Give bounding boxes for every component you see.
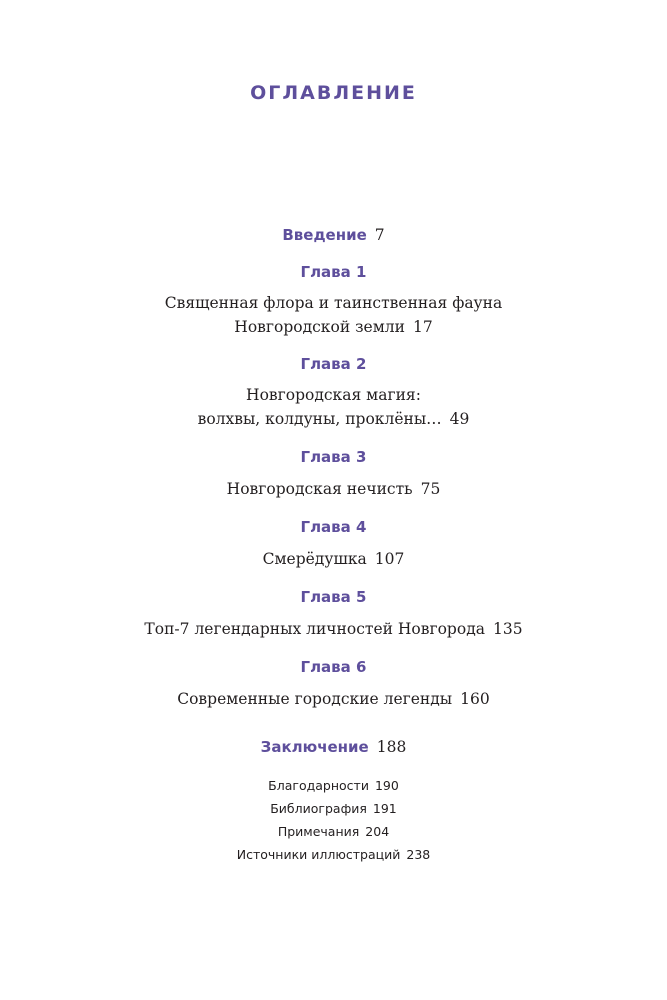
- conclusion-label: Заключение: [260, 738, 369, 756]
- chapter-6-title-row: [0, 690, 667, 709]
- intro-page: 7: [374, 226, 385, 244]
- appendix-entry-acknowledgements: [0, 778, 667, 793]
- chapter-3-page: 75: [420, 480, 441, 498]
- chapter-6-title: Современные городские легенды: [177, 690, 453, 708]
- appendix-3-page: 204: [365, 824, 390, 839]
- chapter-2-title-line-1: Новгородская магия:: [246, 386, 421, 404]
- chapter-3-title: Новгородская нечисть: [226, 480, 413, 498]
- chapter-2-title-line-2-row: [0, 410, 667, 429]
- appendix-1-page: 190: [374, 778, 399, 793]
- chapter-6-page: 160: [460, 690, 490, 708]
- appendix-entry-illustration-sources: [0, 847, 667, 862]
- chapter-5-title: Топ-7 легендарных личностей Новгорода: [144, 620, 485, 638]
- chapter-1-title-line-2: Новгородской земли: [234, 318, 405, 336]
- chapter-1-title-line-2-row: [0, 318, 667, 337]
- chapter-6-label: Глава 6: [300, 658, 367, 676]
- chapter-4-page: 107: [374, 550, 405, 568]
- appendix-4-label: Источники иллюстраций: [236, 847, 401, 862]
- chapter-5-title-row: [0, 620, 667, 639]
- intro-label: Введение: [282, 226, 367, 244]
- chapter-5-page: 135: [492, 620, 523, 638]
- chapter-2-label: Глава 2: [300, 355, 367, 373]
- chapter-4-title-row: [0, 550, 667, 569]
- toc-entry-conclusion: [0, 738, 667, 757]
- toc-heading: ОГЛАВЛЕНИЕ: [250, 82, 417, 104]
- chapter-3-label: Глава 3: [300, 448, 367, 466]
- appendix-4-page: 238: [406, 847, 431, 862]
- chapter-1-page: 17: [412, 318, 433, 336]
- appendix-entry-bibliography: [0, 801, 667, 816]
- appendix-2-page: 191: [372, 801, 397, 816]
- chapter-1-title-line-1: Священная флора и таинственная фауна: [164, 294, 503, 312]
- appendix-3-label: Примечания: [277, 824, 360, 839]
- chapter-2-title-line-2: волхвы, колдуны, проклёны…: [197, 410, 442, 428]
- conclusion-page: 188: [376, 738, 407, 756]
- appendix-2-label: Библиография: [270, 801, 367, 816]
- toc-entry-intro: [0, 226, 667, 245]
- chapter-2-page: 49: [449, 410, 470, 428]
- chapter-4-label: Глава 4: [300, 518, 367, 536]
- chapter-4-title: Смерёдушка: [262, 550, 367, 568]
- chapter-3-title-row: [0, 480, 667, 499]
- appendix-entry-notes: [0, 824, 667, 839]
- appendix-1-label: Благодарности: [268, 778, 369, 793]
- chapter-1-label: Глава 1: [300, 263, 367, 281]
- chapter-5-label: Глава 5: [300, 588, 367, 606]
